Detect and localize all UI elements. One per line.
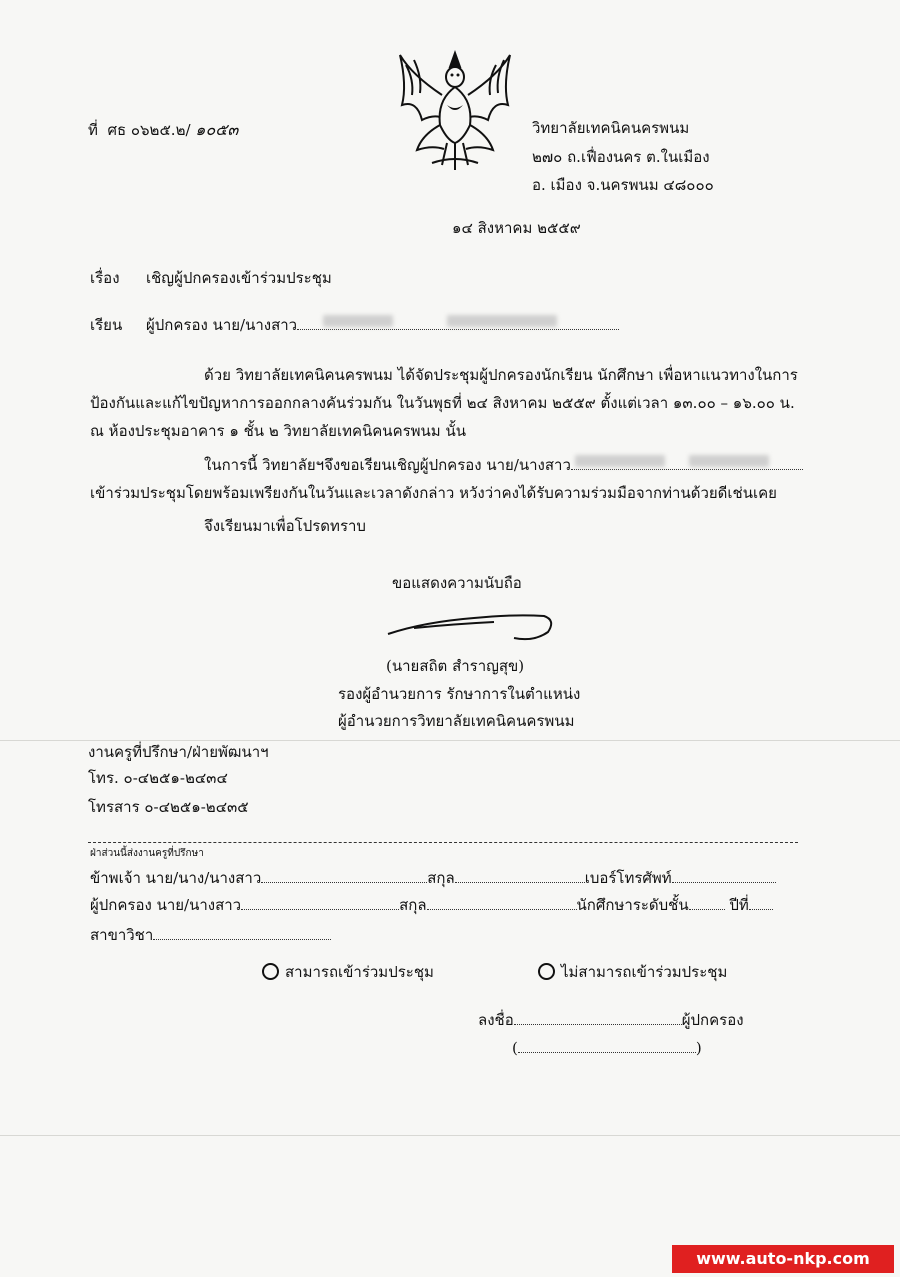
site-watermark: www.auto-nkp.com: [672, 1245, 894, 1273]
signer-name: (นายสถิต สำราญสุข): [386, 657, 525, 675]
subject-text: เชิญผู้ปกครองเข้าร่วมประชุม: [146, 269, 332, 287]
fold-line: [0, 1135, 900, 1136]
name-fill-line: [571, 455, 803, 470]
radio-attend-icon[interactable]: [262, 963, 279, 980]
telephone: โทร. ๐-๔๒๕๑-๒๔๓๔: [88, 769, 228, 787]
closing-line: จึงเรียนมาเพื่อโปรดทราบ: [204, 517, 366, 535]
body-paragraph-2-line2: เข้าร่วมประชุมโดยพร้อมเพรียงกันในวันและเวลาดังกล่าว หวังว่าคงได้รับความร่วมมือจากท่านด้วยดีเช่นเคย: [90, 484, 777, 502]
reference-number: ที่ ศธ ๐๖๒๕.๒/ ๑๐๕๓: [88, 120, 239, 139]
printed-name-line: ( ): [512, 1039, 702, 1057]
parent-name-field[interactable]: [241, 895, 399, 910]
reply-row-2: ผู้ปกครอง นาย/นางสาว สกุล นักศึกษาระดับชั้น ปีที่: [90, 895, 773, 915]
signature-icon: [384, 608, 560, 648]
reply-row-3: สาขาวิชา: [90, 925, 331, 945]
redacted-name: [323, 315, 393, 327]
printed-name-field[interactable]: [518, 1038, 696, 1053]
garuda-emblem-icon: [392, 45, 518, 175]
fax: โทรสาร ๐-๔๒๕๑-๒๔๓๕: [88, 798, 249, 816]
regards: ขอแสดงความนับถือ: [392, 574, 522, 592]
year-field[interactable]: [749, 895, 773, 910]
subject-label: เรื่อง: [90, 269, 120, 287]
cut-line: [88, 842, 798, 843]
phone-field[interactable]: [672, 868, 776, 883]
redacted-name: [575, 455, 665, 467]
name-field[interactable]: [261, 868, 427, 883]
to-label: เรียน: [90, 316, 123, 334]
option-not-attend[interactable]: ไม่สามารถเข้าร่วมประชุม: [538, 962, 727, 982]
name-fill-line: [297, 315, 619, 330]
signer-title-1: รองผู้อำนวยการ รักษาการในตำแหน่ง: [338, 685, 581, 703]
body-paragraph-1-line3: ณ ห้องประชุมอาคาร ๑ ชั้น ๒ วิทยาลัยเทคนิคนครพนม นั้น: [90, 422, 466, 440]
signature-field[interactable]: [514, 1010, 682, 1025]
redacted-surname: [447, 315, 557, 327]
body-paragraph-1-line2: ป้องกันและแก้ไขปัญหาการออกกลางคันร่วมกัน ในวันพุธที่ ๒๔ สิงหาคม ๒๕๕๙ ตั้งแต่เวลา ๑๓.๐๐ – ๑๖.๐๐ น.: [90, 394, 795, 412]
major-field[interactable]: [153, 925, 331, 940]
signer-title-2: ผู้อำนวยการวิทยาลัยเทคนิคนครพนม: [338, 712, 575, 730]
fold-line: [0, 740, 900, 741]
body-paragraph-2-line1: ในการนี้ วิทยาลัยฯจึงขอเรียนเชิญผู้ปกครอง นาย/นางสาว: [204, 455, 803, 475]
sender-address-line2: อ. เมือง จ.นครพนม ๔๘๐๐๐: [532, 176, 714, 194]
sender-org: วิทยาลัยเทคนิคนครพนม: [532, 119, 690, 137]
body-paragraph-1-line1: ด้วย วิทยาลัยเทคนิคนครพนม ได้จัดประชุมผู้ปกครองนักเรียน นักศึกษา เพื่อหาแนวทางในการ: [204, 366, 798, 384]
level-field[interactable]: [689, 895, 725, 910]
option-attend[interactable]: สามารถเข้าร่วมประชุม: [262, 962, 434, 982]
letter-date: ๑๔ สิงหาคม ๒๕๕๙: [452, 219, 581, 237]
reply-row-1: ข้าพเจ้า นาย/นาง/นางสาว สกุล เบอร์โทรศัพท์: [90, 868, 776, 888]
sign-line: ลงชื่อ ผู้ปกครอง: [478, 1011, 744, 1029]
surname-field[interactable]: [455, 868, 585, 883]
department: งานครูที่ปรึกษา/ฝ่ายพัฒนาฯ: [88, 743, 269, 761]
to-line: ผู้ปกครอง นาย/นางสาว: [146, 315, 619, 335]
sender-address-line1: ๒๗๐ ถ.เฟื่องนคร ต.ในเมือง: [532, 148, 710, 166]
radio-not-attend-icon[interactable]: [538, 963, 555, 980]
redacted-surname: [689, 455, 769, 467]
reply-slip-header: ฝ่าส่วนนี้ส่งงานครูที่ปรึกษา: [90, 848, 204, 859]
parent-surname-field[interactable]: [427, 895, 577, 910]
